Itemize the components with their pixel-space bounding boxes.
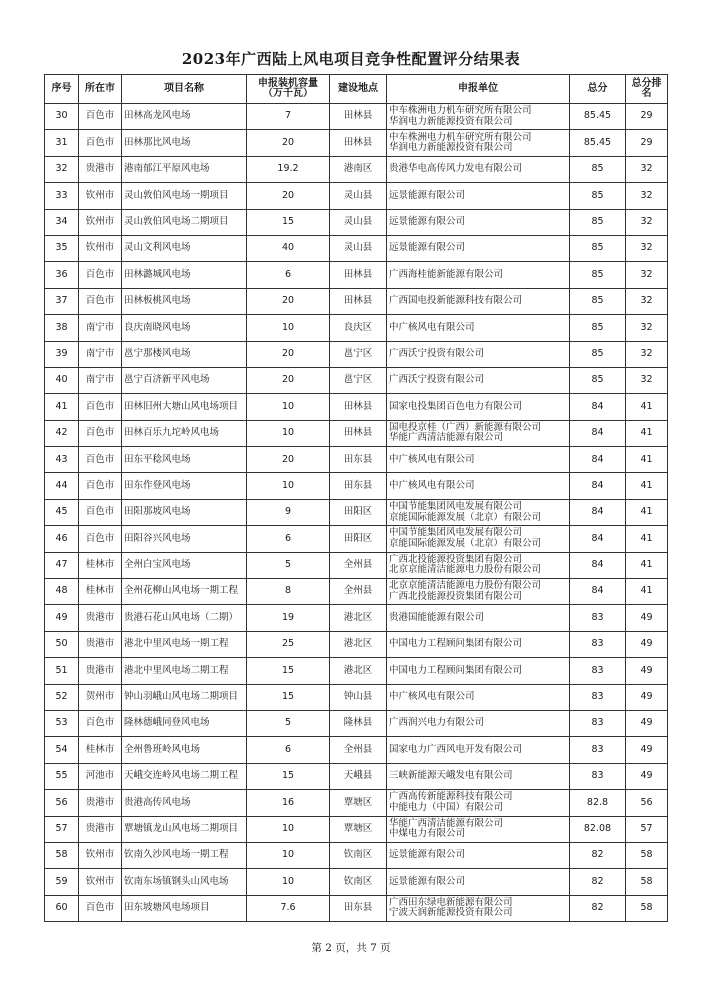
- cell-city: 桂林市: [79, 552, 122, 578]
- cell-location: 田东县: [330, 473, 387, 499]
- cell-project: 全州花柳山风电场一期工程: [122, 579, 247, 605]
- table-row: [45, 209, 668, 235]
- cell-applicant: 三峡新能源天峨发电有限公司: [387, 763, 570, 789]
- cell-project: 邕宁那楼风电场: [122, 341, 247, 367]
- header-location: 建设地点: [330, 75, 387, 104]
- cell-city: 百色市: [79, 499, 122, 525]
- cell-applicant: 国家电投集团百色电力有限公司: [387, 394, 570, 420]
- cell-rank: 41: [626, 420, 668, 446]
- cell-score: 85: [570, 367, 626, 393]
- cell-applicant: 远景能源有限公司: [387, 183, 570, 209]
- cell-applicant: 华能广西清洁能源有限公司 中煤电力有限公司: [387, 816, 570, 842]
- cell-index: 46: [45, 526, 79, 552]
- cell-project: 隆林德峨同登风电场: [122, 710, 247, 736]
- cell-rank: 41: [626, 552, 668, 578]
- cell-rank: 41: [626, 499, 668, 525]
- cell-rank: 32: [626, 156, 668, 182]
- cell-city: 百色市: [79, 262, 122, 288]
- cell-city: 钦州市: [79, 235, 122, 261]
- table-row: [45, 710, 668, 736]
- cell-score: 84: [570, 447, 626, 473]
- cell-applicant: 广西海桂能新能源有限公司: [387, 262, 570, 288]
- table-row: [45, 684, 668, 710]
- cell-capacity: 16: [247, 790, 330, 816]
- cell-capacity: 10: [247, 869, 330, 895]
- cell-rank: 49: [626, 684, 668, 710]
- cell-project: 天峨交连岭风电场二期工程: [122, 763, 247, 789]
- cell-city: 百色市: [79, 710, 122, 736]
- cell-location: 邕宁区: [330, 341, 387, 367]
- cell-project: 全州白宝风电场: [122, 552, 247, 578]
- table-row: [45, 552, 668, 578]
- cell-applicant: 北京京能清洁能源电力股份有限公司 广西北投能源投资集团有限公司: [387, 579, 570, 605]
- cell-capacity: 15: [247, 658, 330, 684]
- cell-index: 30: [45, 104, 79, 130]
- cell-capacity: 15: [247, 763, 330, 789]
- cell-location: 钦南区: [330, 869, 387, 895]
- cell-applicant: 远景能源有限公司: [387, 842, 570, 868]
- cell-rank: 32: [626, 235, 668, 261]
- cell-city: 河池市: [79, 763, 122, 789]
- cell-location: 全州县: [330, 579, 387, 605]
- cell-index: 54: [45, 737, 79, 763]
- cell-score: 84: [570, 394, 626, 420]
- cell-capacity: 7.6: [247, 895, 330, 921]
- cell-applicant: 国家电力广西风电开发有限公司: [387, 737, 570, 763]
- cell-capacity: 20: [247, 183, 330, 209]
- cell-index: 37: [45, 288, 79, 314]
- cell-score: 85: [570, 183, 626, 209]
- cell-location: 田东县: [330, 447, 387, 473]
- cell-rank: 41: [626, 579, 668, 605]
- cell-project: 钟山羽峨山风电场二期项目: [122, 684, 247, 710]
- cell-applicant: 贵港国能能源有限公司: [387, 605, 570, 631]
- cell-city: 百色市: [79, 895, 122, 921]
- cell-score: 83: [570, 710, 626, 736]
- cell-city: 桂林市: [79, 737, 122, 763]
- cell-index: 56: [45, 790, 79, 816]
- cell-index: 58: [45, 842, 79, 868]
- cell-rank: 57: [626, 816, 668, 842]
- header-row: [45, 75, 668, 104]
- table-row: [45, 473, 668, 499]
- header-rank: 总分排名: [626, 75, 668, 104]
- cell-capacity: 10: [247, 315, 330, 341]
- cell-city: 百色市: [79, 130, 122, 156]
- cell-location: 全州县: [330, 737, 387, 763]
- cell-index: 50: [45, 631, 79, 657]
- cell-location: 良庆区: [330, 315, 387, 341]
- table-row: [45, 156, 668, 182]
- cell-rank: 32: [626, 288, 668, 314]
- cell-capacity: 19: [247, 605, 330, 631]
- cell-applicant: 远景能源有限公司: [387, 235, 570, 261]
- cell-project: 田林百乐九坨岭风电场: [122, 420, 247, 446]
- table-row: [45, 341, 668, 367]
- cell-capacity: 10: [247, 842, 330, 868]
- cell-rank: 32: [626, 341, 668, 367]
- cell-location: 田林县: [330, 394, 387, 420]
- cell-applicant: 广西国电投新能源科技有限公司: [387, 288, 570, 314]
- cell-score: 83: [570, 605, 626, 631]
- table-row: [45, 631, 668, 657]
- cell-project: 田林那比风电场: [122, 130, 247, 156]
- cell-project: 邕宁百济新平风电场: [122, 367, 247, 393]
- table-row: [45, 315, 668, 341]
- cell-score: 85: [570, 156, 626, 182]
- cell-capacity: 9: [247, 499, 330, 525]
- cell-score: 83: [570, 737, 626, 763]
- cell-rank: 32: [626, 209, 668, 235]
- table-row: [45, 526, 668, 552]
- table-row: [45, 420, 668, 446]
- cell-project: 良庆南晓风电场: [122, 315, 247, 341]
- cell-location: 灵山县: [330, 209, 387, 235]
- cell-score: 82: [570, 842, 626, 868]
- cell-capacity: 20: [247, 130, 330, 156]
- cell-city: 贺州市: [79, 684, 122, 710]
- cell-rank: 49: [626, 658, 668, 684]
- cell-city: 贵港市: [79, 790, 122, 816]
- cell-score: 85: [570, 288, 626, 314]
- cell-applicant: 中广核风电有限公司: [387, 447, 570, 473]
- cell-capacity: 15: [247, 684, 330, 710]
- score-table: [44, 74, 668, 922]
- cell-city: 桂林市: [79, 579, 122, 605]
- cell-project: 钦南东场镇钢头山风电场: [122, 869, 247, 895]
- cell-rank: 32: [626, 315, 668, 341]
- cell-capacity: 7: [247, 104, 330, 130]
- cell-location: 田林县: [330, 262, 387, 288]
- cell-score: 84: [570, 420, 626, 446]
- cell-score: 85: [570, 235, 626, 261]
- table-row: [45, 737, 668, 763]
- cell-project: 田东作登风电场: [122, 473, 247, 499]
- header-city: 所在市: [79, 75, 122, 104]
- table-row: [45, 763, 668, 789]
- cell-applicant: 中国节能集团风电发展有限公司 京能国际能源发展（北京）有限公司: [387, 526, 570, 552]
- cell-capacity: 6: [247, 737, 330, 763]
- cell-capacity: 6: [247, 262, 330, 288]
- cell-city: 贵港市: [79, 605, 122, 631]
- cell-capacity: 8: [247, 579, 330, 605]
- cell-rank: 41: [626, 473, 668, 499]
- cell-index: 55: [45, 763, 79, 789]
- cell-score: 85: [570, 315, 626, 341]
- cell-location: 港北区: [330, 605, 387, 631]
- cell-location: 灵山县: [330, 235, 387, 261]
- cell-city: 百色市: [79, 394, 122, 420]
- cell-location: 覃塘区: [330, 816, 387, 842]
- cell-project: 灵山文利风电场: [122, 235, 247, 261]
- cell-applicant: 国电投京桂（广西）新能源有限公司 华能广西清洁能源有限公司: [387, 420, 570, 446]
- cell-applicant: 广西沃宁投资有限公司: [387, 367, 570, 393]
- cell-index: 44: [45, 473, 79, 499]
- cell-capacity: 6: [247, 526, 330, 552]
- cell-location: 港北区: [330, 658, 387, 684]
- table-row: [45, 816, 668, 842]
- cell-applicant: 广西田东绿电新能源有限公司 宁波天润新能源投资有限公司: [387, 895, 570, 921]
- cell-index: 57: [45, 816, 79, 842]
- cell-city: 贵港市: [79, 156, 122, 182]
- cell-project: 田林潞城风电场: [122, 262, 247, 288]
- cell-index: 31: [45, 130, 79, 156]
- cell-location: 灵山县: [330, 183, 387, 209]
- cell-project: 灵山敦伯风电场一期项目: [122, 183, 247, 209]
- cell-applicant: 中广核风电有限公司: [387, 315, 570, 341]
- cell-project: 贵港石花山风电场（二期）: [122, 605, 247, 631]
- cell-index: 48: [45, 579, 79, 605]
- cell-applicant: 广西高传新能源科技有限公司 中能电力（中国）有限公司: [387, 790, 570, 816]
- cell-location: 邕宁区: [330, 367, 387, 393]
- cell-index: 47: [45, 552, 79, 578]
- cell-index: 33: [45, 183, 79, 209]
- cell-city: 百色市: [79, 104, 122, 130]
- cell-score: 84: [570, 473, 626, 499]
- cell-score: 83: [570, 631, 626, 657]
- cell-project: 覃塘镇龙山风电场二期项目: [122, 816, 247, 842]
- cell-capacity: 20: [247, 288, 330, 314]
- cell-rank: 29: [626, 104, 668, 130]
- cell-rank: 29: [626, 130, 668, 156]
- cell-project: 港南郁江平原风电场: [122, 156, 247, 182]
- cell-score: 83: [570, 763, 626, 789]
- cell-rank: 32: [626, 367, 668, 393]
- cell-rank: 41: [626, 394, 668, 420]
- table-row: [45, 130, 668, 156]
- table-row: [45, 104, 668, 130]
- cell-project: 田林板桃风电场: [122, 288, 247, 314]
- cell-city: 百色市: [79, 288, 122, 314]
- cell-rank: 41: [626, 526, 668, 552]
- cell-score: 82: [570, 895, 626, 921]
- cell-location: 田林县: [330, 104, 387, 130]
- cell-score: 82: [570, 869, 626, 895]
- cell-rank: 49: [626, 631, 668, 657]
- cell-city: 贵港市: [79, 658, 122, 684]
- cell-index: 40: [45, 367, 79, 393]
- cell-location: 钟山县: [330, 684, 387, 710]
- cell-project: 灵山敦伯风电场二期项目: [122, 209, 247, 235]
- cell-capacity: 20: [247, 367, 330, 393]
- cell-city: 南宁市: [79, 367, 122, 393]
- cell-index: 34: [45, 209, 79, 235]
- cell-index: 53: [45, 710, 79, 736]
- table-row: [45, 605, 668, 631]
- cell-project: 钦南久沙风电场一期工程: [122, 842, 247, 868]
- cell-city: 钦州市: [79, 209, 122, 235]
- cell-project: 田阳那坡风电场: [122, 499, 247, 525]
- cell-capacity: 5: [247, 552, 330, 578]
- header-index: 序号: [45, 75, 79, 104]
- cell-rank: 49: [626, 737, 668, 763]
- cell-capacity: 25: [247, 631, 330, 657]
- cell-capacity: 15: [247, 209, 330, 235]
- cell-location: 全州县: [330, 552, 387, 578]
- table-row: [45, 183, 668, 209]
- cell-score: 84: [570, 579, 626, 605]
- cell-location: 田林县: [330, 420, 387, 446]
- cell-project: 贵港高传风电场: [122, 790, 247, 816]
- cell-index: 52: [45, 684, 79, 710]
- cell-index: 43: [45, 447, 79, 473]
- cell-capacity: 10: [247, 394, 330, 420]
- cell-score: 83: [570, 658, 626, 684]
- cell-city: 贵港市: [79, 816, 122, 842]
- cell-rank: 32: [626, 262, 668, 288]
- cell-capacity: 20: [247, 447, 330, 473]
- cell-location: 田阳区: [330, 526, 387, 552]
- header-capacity: 申报装机容量（万千瓦）: [247, 75, 330, 104]
- cell-city: 钦州市: [79, 869, 122, 895]
- table-row: [45, 658, 668, 684]
- cell-index: 59: [45, 869, 79, 895]
- cell-index: 42: [45, 420, 79, 446]
- cell-city: 百色市: [79, 473, 122, 499]
- cell-location: 田阳区: [330, 499, 387, 525]
- cell-applicant: 中国电力工程顾问集团有限公司: [387, 631, 570, 657]
- table-title: 2023年广西陆上风电项目竞争性配置评分结果表: [181, 50, 521, 68]
- table-body: [45, 104, 668, 922]
- header-score: 总分: [570, 75, 626, 104]
- cell-score: 85: [570, 341, 626, 367]
- cell-project: 田阳谷兴风电场: [122, 526, 247, 552]
- cell-project: 港北中里风电场一期工程: [122, 631, 247, 657]
- cell-location: 田林县: [330, 130, 387, 156]
- cell-city: 百色市: [79, 526, 122, 552]
- cell-score: 84: [570, 552, 626, 578]
- cell-city: 百色市: [79, 447, 122, 473]
- cell-capacity: 10: [247, 473, 330, 499]
- table-row: [45, 579, 668, 605]
- cell-index: 60: [45, 895, 79, 921]
- table-row: [45, 288, 668, 314]
- cell-score: 85.45: [570, 104, 626, 130]
- cell-location: 田林县: [330, 288, 387, 314]
- cell-rank: 49: [626, 763, 668, 789]
- cell-capacity: 5: [247, 710, 330, 736]
- cell-location: 覃塘区: [330, 790, 387, 816]
- cell-project: 田东平稔风电场: [122, 447, 247, 473]
- cell-project: 田林旧州大塘山风电场项目: [122, 394, 247, 420]
- cell-index: 45: [45, 499, 79, 525]
- cell-location: 隆林县: [330, 710, 387, 736]
- cell-applicant: 中国电力工程顾问集团有限公司: [387, 658, 570, 684]
- cell-score: 84: [570, 526, 626, 552]
- cell-score: 85: [570, 209, 626, 235]
- cell-applicant: 广西沃宁投资有限公司: [387, 341, 570, 367]
- cell-applicant: 中国节能集团风电发展有限公司 京能国际能源发展（北京）有限公司: [387, 499, 570, 525]
- cell-city: 南宁市: [79, 315, 122, 341]
- cell-index: 41: [45, 394, 79, 420]
- cell-capacity: 20: [247, 341, 330, 367]
- cell-project: 港北中里风电场二期工程: [122, 658, 247, 684]
- cell-capacity: 19.2: [247, 156, 330, 182]
- cell-applicant: 中广核风电有限公司: [387, 684, 570, 710]
- table-row: [45, 447, 668, 473]
- table-row: [45, 790, 668, 816]
- cell-rank: 49: [626, 605, 668, 631]
- table-row: [45, 235, 668, 261]
- cell-city: 南宁市: [79, 341, 122, 367]
- cell-rank: 56: [626, 790, 668, 816]
- cell-city: 贵港市: [79, 631, 122, 657]
- cell-rank: 58: [626, 869, 668, 895]
- cell-index: 35: [45, 235, 79, 261]
- cell-rank: 32: [626, 183, 668, 209]
- cell-location: 钦南区: [330, 842, 387, 868]
- cell-applicant: 远景能源有限公司: [387, 869, 570, 895]
- cell-location: 田东县: [330, 895, 387, 921]
- cell-project: 全州鲁班岭风电场: [122, 737, 247, 763]
- table-row: [45, 869, 668, 895]
- cell-score: 85.45: [570, 130, 626, 156]
- cell-index: 36: [45, 262, 79, 288]
- cell-index: 32: [45, 156, 79, 182]
- cell-city: 百色市: [79, 420, 122, 446]
- cell-index: 38: [45, 315, 79, 341]
- cell-project: 田林高龙风电场: [122, 104, 247, 130]
- cell-rank: 58: [626, 842, 668, 868]
- cell-location: 天峨县: [330, 763, 387, 789]
- table-row: [45, 842, 668, 868]
- cell-rank: 58: [626, 895, 668, 921]
- cell-rank: 41: [626, 447, 668, 473]
- cell-capacity: 10: [247, 816, 330, 842]
- cell-city: 钦州市: [79, 842, 122, 868]
- cell-capacity: 40: [247, 235, 330, 261]
- table-row: [45, 895, 668, 921]
- cell-score: 85: [570, 262, 626, 288]
- table-row: [45, 367, 668, 393]
- cell-applicant: 贵港华电高传风力发电有限公司: [387, 156, 570, 182]
- cell-project: 田东坡塘风电场项目: [122, 895, 247, 921]
- cell-rank: 49: [626, 710, 668, 736]
- cell-capacity: 10: [247, 420, 330, 446]
- cell-index: 51: [45, 658, 79, 684]
- cell-index: 49: [45, 605, 79, 631]
- cell-score: 82.8: [570, 790, 626, 816]
- cell-score: 83: [570, 684, 626, 710]
- cell-applicant: 广西润兴电力有限公司: [387, 710, 570, 736]
- header-project: 项目名称: [122, 75, 247, 104]
- cell-location: 港北区: [330, 631, 387, 657]
- cell-applicant: 中车株洲电力机车研究所有限公司 华润电力新能源投资有限公司: [387, 130, 570, 156]
- cell-applicant: 中车株洲电力机车研究所有限公司 华润电力新能源投资有限公司: [387, 104, 570, 130]
- cell-applicant: 广西北投能源投资集团有限公司 北京京能清洁能源电力股份有限公司: [387, 552, 570, 578]
- table-row: [45, 394, 668, 420]
- cell-index: 39: [45, 341, 79, 367]
- cell-location: 港南区: [330, 156, 387, 182]
- cell-applicant: 中广核风电有限公司: [387, 473, 570, 499]
- page-footer: 第 2 页，共 7 页: [311, 942, 391, 954]
- header-applicant: 申报单位: [387, 75, 570, 104]
- table-row: [45, 262, 668, 288]
- cell-city: 钦州市: [79, 183, 122, 209]
- cell-score: 84: [570, 499, 626, 525]
- cell-score: 82.08: [570, 816, 626, 842]
- table-row: [45, 499, 668, 525]
- cell-applicant: 远景能源有限公司: [387, 209, 570, 235]
